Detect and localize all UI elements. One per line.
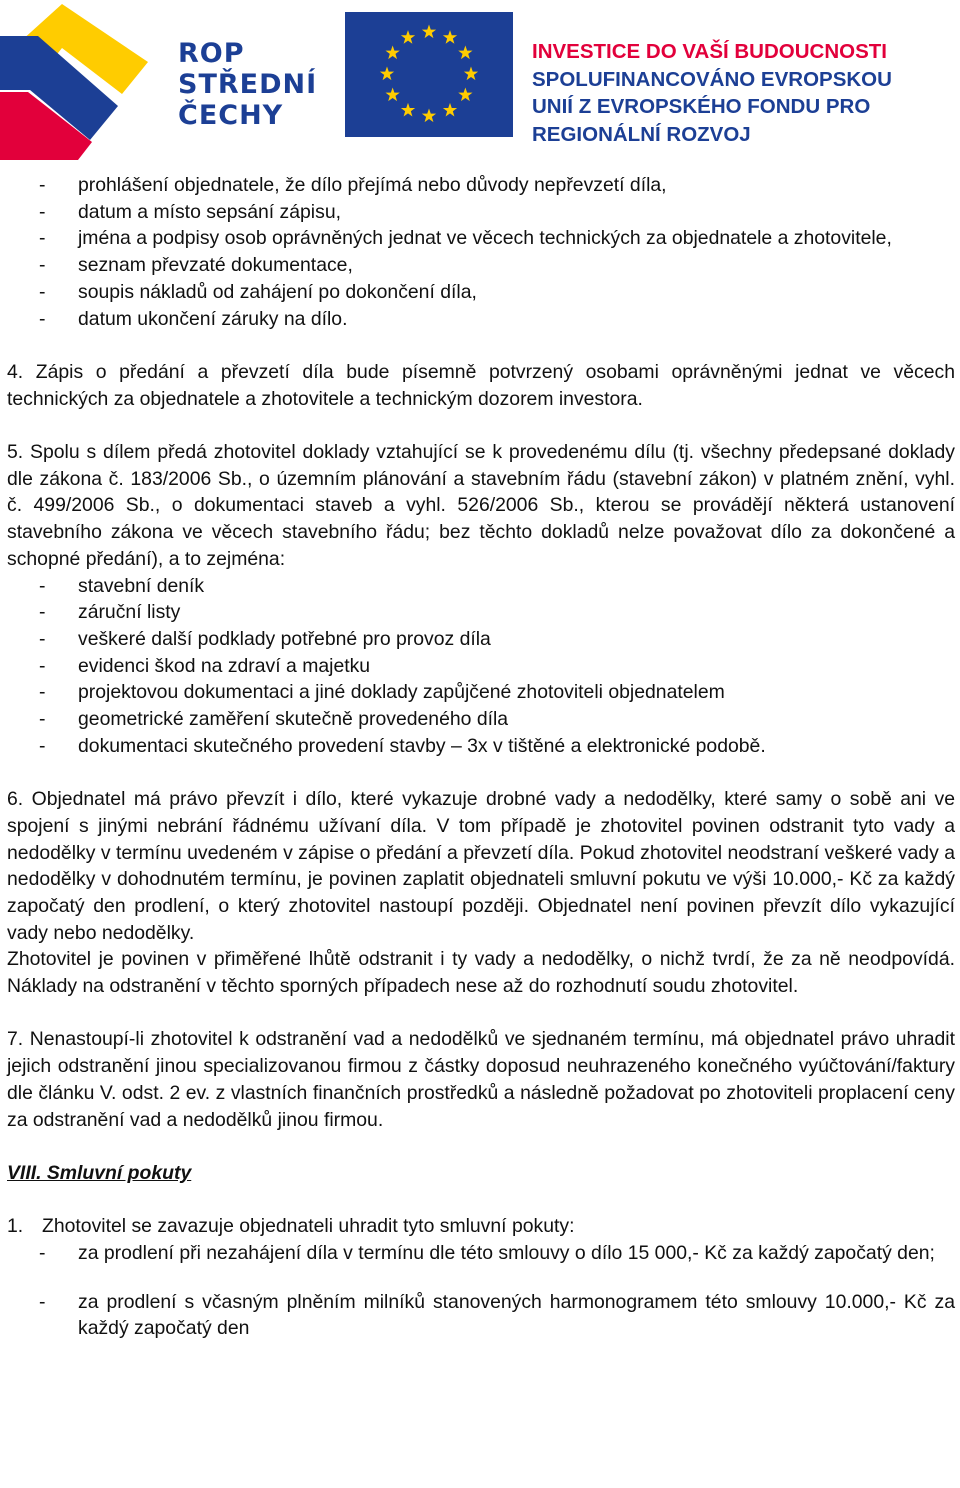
list-item: - seznam převzaté dokumentace, xyxy=(39,254,353,277)
list-item: - soupis nákladů od zahájení po dokončení díla, xyxy=(39,280,477,303)
list-item: - veškeré další podklady potřebné pro provoz díla xyxy=(39,627,491,650)
rop-logo-text xyxy=(178,38,317,131)
rop-line-2: STŘEDNÍ xyxy=(178,69,318,100)
list-item: - prohlášení objednatele, že dílo přejímá nebo důvody nepřevzetí díla, xyxy=(39,174,667,196)
slogan-line-1: INVESTICE DO VAŠÍ BUDOUCNOSTI xyxy=(532,40,887,63)
list-item: - projektovou dokumentaci a jiné doklady zapůjčené zhotoviteli objednatelem xyxy=(39,681,725,704)
list-item: - datum ukončení záruky na dílo. xyxy=(39,307,348,330)
paragraph-6-continued: Zhotovitel je povinen v přiměřené lhůtě odstranit i ty vady a nedodělky, o nichž tvrdí, že za ně neodpovídá. Náklady na odstranění v těchto sporných případech nese až do rozhodnutí soudu zhotovitel. xyxy=(7,948,955,998)
paragraph-5: 5. Spolu s dílem předá zhotovitel doklady vztahující se k provedenému dílu (tj. všechny předepsané doklady dle zákona č. 183/2006 Sb., o územním plánování a stavebním řádu (stavební zákon) v platném znění, vyhl. č. 499/2006 Sb., o dokumentaci staveb a vyhl. 526/2006 Sb., kterou se provádějí některá ustanovení stavebního zákona ve věcech stavebního řádu; bez těchto dokladů nelze považovat dílo za dokončené a schopné předání), a to zejména: xyxy=(7,441,955,570)
slogan-line-4: REGIONÁLNÍ ROZVOJ xyxy=(532,122,751,146)
paragraph-6: 6. Objednatel má právo převzít i dílo, které vykazuje drobné vady a nedodělky, které samy o sobě ani ve spojení s jinými nebrání řádnému užívaní díla. V tom případě je zhotovitel povinen odstranit tyto vady a nedodělky v termínu uvedeném v zápise o předání a převzetí díla. Pokud zhotovitel neodstraní veškeré vady a nedodělky v dohodnutém termínu, je povinen zaplatit objednateli smluvní pokutu ve výši 10.000,- Kč za každý započatý den prodlení, o který zhotovitel nastoupí později. Objednatel není povinen převzít dílo vykazující vady nebo nedodělky. xyxy=(7,788,955,944)
rop-line-1: ROP xyxy=(178,38,245,69)
list-item: - stavební deník xyxy=(39,574,205,597)
documents-list xyxy=(7,573,955,760)
list-item: - dokumentaci skutečného provedení stavby – 3x v tištěné a elektronické podobě. xyxy=(39,734,766,757)
penalty-list xyxy=(7,1240,955,1342)
paragraph-4: 4. Zápis o předání a převzetí díla bude písemně potvrzený osobami oprávněnými jednat ve věcech technických za objednatele a zhotovitele a technickým dozorem investora. xyxy=(7,360,955,410)
rop-line-3: ČECHY xyxy=(178,100,284,131)
list-item: - jména a podpisy osob oprávněných jednat ve věcech technických za objednatele a zhotovitele, xyxy=(39,227,892,250)
document-body xyxy=(7,172,955,1342)
page-header xyxy=(0,0,960,160)
slogan-line-3: UNIÍ Z EVROPSKÉHO FONDU PRO xyxy=(532,95,871,118)
eu-slogan xyxy=(532,38,892,148)
list-item: - za prodlení při nezahájení díla v termínu dle této smlouvy o dílo 15 000,- Kč za každý započatý den; xyxy=(39,1242,935,1265)
list-item: - záruční listy xyxy=(39,601,181,624)
slogan-line-2: SPOLUFINANCOVÁNO EVROPSKOU xyxy=(532,67,892,91)
list-item: - evidenci škod na zdraví a majetku xyxy=(39,654,371,677)
list-item: - geometrické zaměření skutečně provedeného díla xyxy=(39,708,509,731)
handover-record-list xyxy=(7,172,955,332)
list-item: - datum a místo sepsání zápisu, xyxy=(39,200,341,223)
section-heading: VIII. Smluvní pokuty xyxy=(7,1161,192,1184)
list-item: - za prodlení s včasným plněním milníků stanovených harmonogramem této smlouvy 10.000,- Kč za každý započatý den xyxy=(39,1290,955,1340)
eu-flag-icon xyxy=(345,12,513,137)
paragraph-7: 7. Nenastoupí-li zhotovitel k odstranění vad a nedodělků ve sjednaném termínu, má objednatel právo uhradit jejich odstranění jinou specializovanou firmou z částky doposud neuhrazeného konečného vyúčtování/faktury dle článku V. odst. 2 ev. z vlastních finančních prostředků a následně požadovat po zhotoviteli proplacení ceny za odstranění vad a nedodělků jinou firmou. xyxy=(7,1028,955,1131)
penalty-item-1: 1. Zhotovitel se zavazuje objednateli uhradit tyto smluvní pokuty: xyxy=(7,1215,575,1238)
